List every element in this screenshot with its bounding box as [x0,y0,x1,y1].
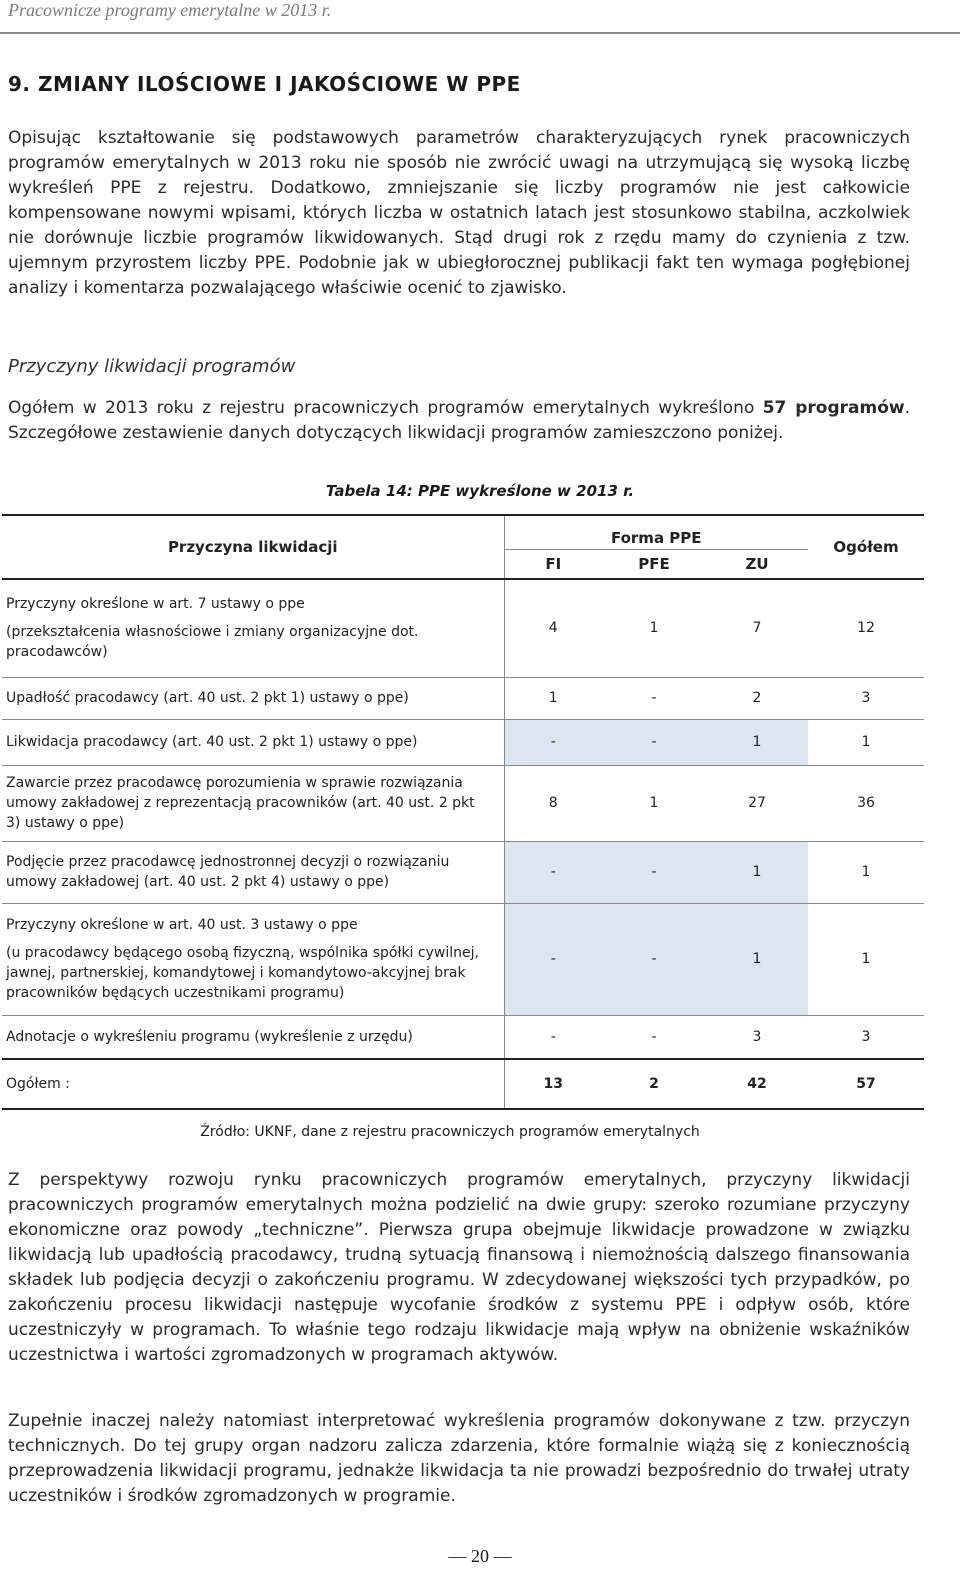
cell-fi: 4 [504,579,602,677]
table-row [2,677,924,719]
liquidation-table [2,514,924,1110]
cell-fi: - [504,903,602,1015]
cell-pfe: 1 [602,765,706,841]
cell-zu: 7 [706,579,808,677]
row-label-line: (przekształcenia własnościowe i zmiany organizacyjne dot. [6,624,419,641]
row-label-line: Przyczyny określone w art. 40 ust. 3 ustawy o ppe [6,917,358,933]
row-label [2,719,504,765]
totals-total: 57 [808,1059,924,1109]
cell-fi: 1 [504,677,602,719]
table-row [2,765,924,841]
table-row [2,841,924,903]
header-total: Ogółem [808,515,924,579]
table-title: Tabela 14: PPE wykreślone w 2013 r. [325,482,635,500]
totals-zu: 42 [706,1059,808,1109]
cell-zu: 2 [706,677,808,719]
row-label-line: Podjęcie przez pracodawcę jednostronnej decyzji o rozwiązaniu [6,854,450,870]
totals-label: Ogółem : [2,1059,504,1109]
technical-reasons-paragraph: Zupełnie inaczej należy natomiast interpretować wykreślenia programów dokonywane z tzw. przyczyn technicznych. Do tej grupy organ nadzoru zalicza zdarzenia, które formalnie wiążą się z koniecznością przeprowadzenia likwidacji programu, jednakże likwidacja ta nie prowadzi bezpośrednio do trwałej utraty uczestników i środków zgromadzonych w programie. [8,1411,910,1506]
cell-zu: 1 [706,903,808,1015]
cell-pfe: - [602,841,706,903]
cell-fi: - [504,841,602,903]
totals-fi: 13 [504,1059,602,1109]
totals-row [2,1059,924,1109]
header-zu: ZU [706,549,808,579]
row-label-line: Zawarcie przez pracodawcę porozumienia w sprawie rozwiązania [6,775,463,791]
cell-fi: 8 [504,765,602,841]
row-label-line: pracodawców) [6,644,108,661]
cell-total: 12 [808,579,924,677]
summary-paragraph [8,396,910,446]
cell-zu: 27 [706,765,808,841]
row-label-line: Likwidacja pracodawcy (art. 40 ust. 2 pkt 1) ustawy o ppe) [6,734,418,750]
row-label-line: jawnej, partnerskiej, komandytowej i komandytowo-akcyjnej brak [6,965,466,981]
header-fi: FI [504,549,602,579]
subheading-liquidation-reasons: Przyczyny likwidacji programów [8,356,296,377]
header-form-group: Forma PPE [504,515,808,549]
cell-pfe: - [602,903,706,1015]
row-label [2,903,504,1015]
row-label-line: umowy zakładowej (art. 40 ust. 2 pkt 4) ustawy o ppe) [6,874,390,890]
row-label-line: (u pracodawcy będącego osobą fizyczną, wspólnika spółki cywilnej, [6,945,479,961]
header-pfe: PFE [602,549,706,579]
cell-pfe: - [602,719,706,765]
cell-pfe: - [602,677,706,719]
row-label [2,765,504,841]
cell-total: 3 [808,1015,924,1059]
row-label-line: Upadłość pracodawcy (art. 40 ust. 2 pkt 1) ustawy o ppe) [6,690,409,706]
row-label-line: Adnotacje o wykreśleniu programu (wykreślenie z urzędu) [6,1028,413,1045]
page-number: — 20 — [448,1546,512,1566]
summary-text-a: Ogółem w 2013 roku z rejestru pracowniczych programów emerytalnych wykreślono [8,398,763,418]
row-label-line: umowy zakładowej z reprezentacją pracowników (art. 40 ust. 2 pkt [6,795,475,811]
cell-zu: 1 [706,841,808,903]
row-label [2,841,504,903]
table-row [2,1015,924,1059]
table-row [2,903,924,1015]
cell-fi: - [504,1015,602,1059]
row-label [2,579,504,677]
cell-zu: 1 [706,719,808,765]
cell-pfe: - [602,1015,706,1059]
section-heading: 9. ZMIANY ILOŚCIOWE I JAKOŚCIOWE W PPE [8,72,521,96]
table-row [2,719,924,765]
analysis-paragraph: Z perspektywy rozwoju rynku pracowniczych programów emerytalnych, przyczyny likwidacji pracowniczych programów emerytalnych można podzielić na dwie grupy: szeroko rozumiane przyczyny ekonomiczne oraz powody „techniczne”. Pierwsza grupa obejmuje likwidacje prowadzone w związku likwidacją lub upadłością pracodawcy, trudną sytuacją finansową i niemożnością dalszego finansowania składek lub podjęcia decyzji o zakończeniu programu. W zdecydowanej większości tych przypadków, po zakończeniu procesu likwidacji następuje wycofanie środków z systemu PPE i odpływ osób, które uczestniczyły w programach. To właśnie tego rodzaju likwidacje mają wpływ na obniżenie wskaźników uczestnictwa i wartości zgromadzonych w programach aktywów. [8,1170,910,1365]
cell-total: 1 [808,841,924,903]
running-title: Pracownicze programy emerytalne w 2013 r. [8,0,332,20]
cell-total: 1 [808,719,924,765]
cell-total: 36 [808,765,924,841]
summary-text-b: . Szczegółowe zestawienie danych dotyczących likwidacji programów zamieszczono poniżej. [8,398,910,443]
row-label-line: Przyczyny określone w art. 7 ustawy o ppe [6,596,305,613]
summary-count: 57 programów [762,398,905,418]
intro-paragraph: Opisując kształtowanie się podstawowych parametrów charakteryzujących rynek pracowniczych programów emerytalnych w 2013 roku nie sposób nie zwrócić uwagi na utrzymującą się wysoką liczbę wykreśleń PPE z rejestru. Dodatkowo, zmniejszanie się liczby programów nie jest całkowicie kompensowane nowymi wpisami, których liczba w ostatnich latach jest stosunkowo stabilna, aczkolwiek nie dorównuje liczbie programów likwidowanych. Stąd drugi rok z rzędu mamy do czynienia z tzw. ujemnym przyrostem liczby PPE. Podobnie jak w ubiegłorocznej publikacji fakt ten wymaga pogłębionej analizy i komentarza pozwalającego właściwie ocenić to zjawisko. [8,128,910,298]
table-source: Źródło: UKNF, dane z rejestru pracowniczych programów emerytalnych [200,1124,700,1140]
row-label [2,677,504,719]
table-row [2,579,924,677]
cell-total: 1 [808,903,924,1015]
totals-pfe: 2 [602,1059,706,1109]
row-label-line: 3) ustawy o ppe) [6,815,125,831]
cell-fi: - [504,719,602,765]
cell-total: 3 [808,677,924,719]
cell-pfe: 1 [602,579,706,677]
cell-zu: 3 [706,1015,808,1059]
row-label [2,1015,504,1059]
header-reason: Przyczyna likwidacji [2,515,504,579]
row-label-line: pracowników będących uczestnikami programu) [6,985,345,1001]
header-rule [0,32,960,34]
table-header-row-top [2,515,924,549]
